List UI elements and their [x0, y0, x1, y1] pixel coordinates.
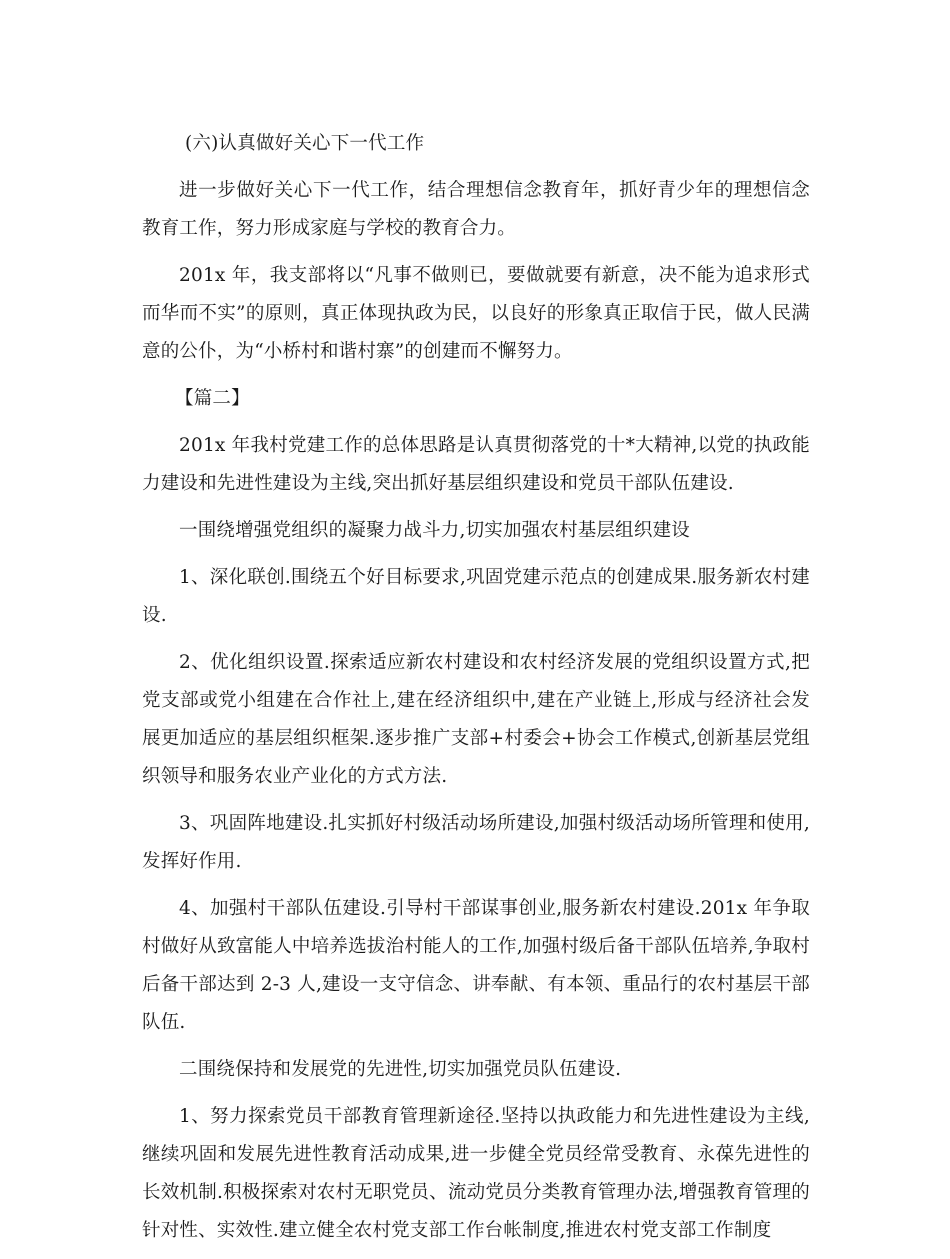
subheading: 二围绕保持和发展党的先进性,切实加强党员队伍建设. — [179, 1059, 622, 1080]
subheading: 一围绕增强党组织的凝聚力战斗力,切实加强农村基层组织建设 — [179, 520, 690, 541]
document-body — [142, 125, 810, 1259]
part-two-heading: 【篇二】 — [175, 388, 250, 409]
list-item: 1、深化联创.围绕五个好目标要求,巩固党建示范点的创建成果.服务新农村建设. — [142, 567, 810, 626]
list-item: 2、优化组织设置.探索适应新农村建设和农村经济发展的党组织设置方式,把党支部或党小组建在合作社上,建在经济组织中,建在产业链上,形成与经济社会发展更加适应的基层组织框架.逐步推广支部+村委会+协会工作模式,创新基层党组织领导和服务农业产业化的方式方法. — [142, 652, 810, 787]
list-item: 4、加强村干部队伍建设.引导村干部谋事创业,服务新农村建设.201x 年争取村做好从致富能人中培养选拔治村能人的工作,加强村级后备干部队伍培养,争取村后备干部达到 2-3 人,建设一支守信念、讲奉献、有本领、重品行的农村基层干部队伍. — [142, 898, 810, 1033]
paragraph: 201x 年我村党建工作的总体思路是认真贯彻落党的十*大精神,以党的执政能力建设和先进性建设为主线,突出抓好基层组织建设和党员干部队伍建设. — [142, 435, 810, 494]
paragraph: 201x 年，我支部将以“凡事不做则已，要做就要有新意，决不能为追求形式而华而不实”的原则，真正体现执政为民，以良好的形象真正取信于民，做人民满意的公仆，为“小桥村和谐村寨”的创建而不懈努力。 — [142, 265, 810, 362]
paragraph: 进一步做好关心下一代工作，结合理想信念教育年，抓好青少年的理想信念教育工作，努力形成家庭与学校的教育合力。 — [142, 180, 810, 239]
section-heading-6: (六)认真做好关心下一代工作 — [185, 133, 425, 154]
list-item: 1、努力探索党员干部教育管理新途径.坚持以执政能力和先进性建设为主线,继续巩固和发展先进性教育活动成果,进一步健全党员经常受教育、永葆先进性的长效机制.积极探索对农村无职党员、流动党员分类教育管理办法,增强教育管理的针对性、实效性.建立健全农村党支部工作台帐制度,推进农村党支部工作制度 — [142, 1106, 810, 1241]
list-item: 3、巩固阵地建设.扎实抓好村级活动场所建设,加强村级活动场所管理和使用,发挥好作用. — [142, 813, 810, 872]
